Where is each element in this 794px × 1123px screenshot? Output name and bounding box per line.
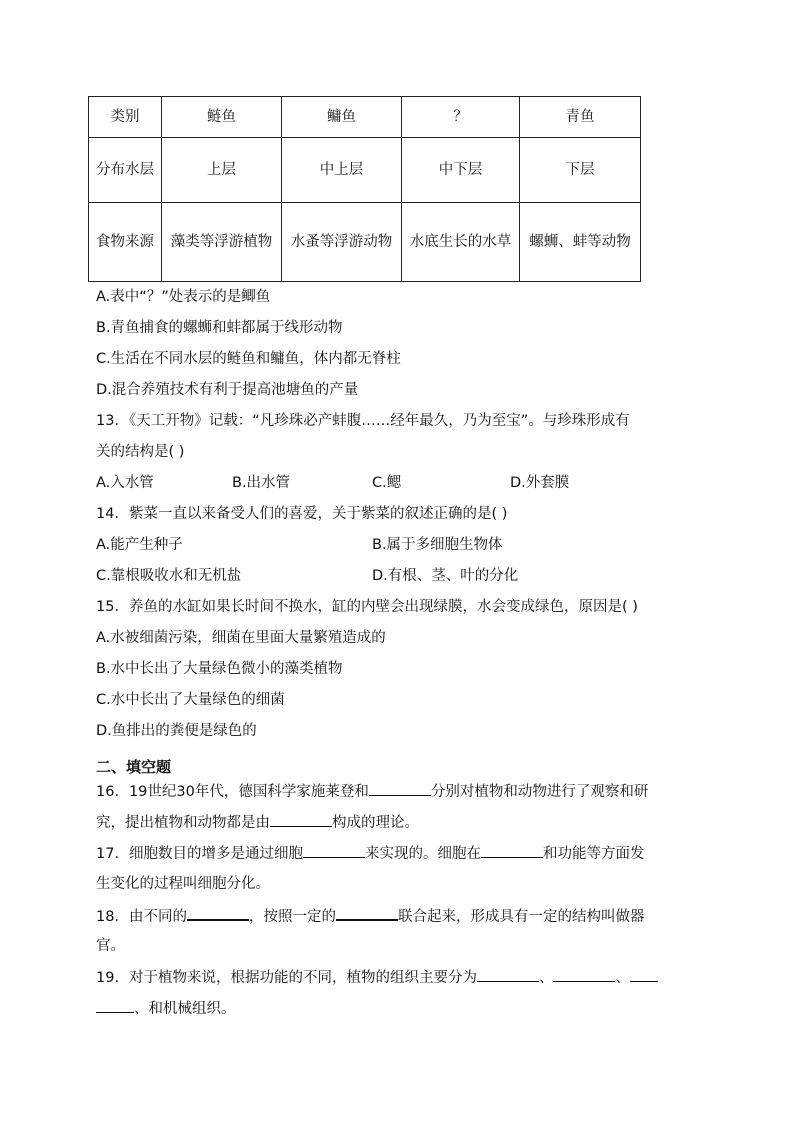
table-cell: 水蚤等浮游动物 bbox=[282, 203, 402, 282]
answer-blank[interactable] bbox=[630, 967, 658, 982]
q15-option-d: D.鱼排出的粪便是绿色的 bbox=[96, 723, 257, 739]
q18-text: 18．由不同的 bbox=[96, 909, 187, 925]
answer-blank[interactable] bbox=[187, 905, 249, 921]
q13-option-c: C.鳃 bbox=[372, 475, 402, 491]
q18-line2: 官。 bbox=[96, 938, 125, 954]
table-cell: 中上层 bbox=[282, 138, 402, 203]
answer-blank[interactable] bbox=[481, 843, 543, 858]
q13-options bbox=[96, 473, 696, 493]
q15-stem: 15．养鱼的水缸如果长时间不换水，缸的内壁会出现绿膜，水会变成绿色，原因是( ) bbox=[96, 599, 638, 615]
q15-option-b: B.水中长出了大量绿色微小的藻类植物 bbox=[96, 661, 343, 677]
q19-separator: 、 bbox=[538, 970, 554, 986]
q18-text: ，按照一定的 bbox=[248, 909, 336, 925]
q17-line1 bbox=[96, 843, 644, 864]
q12-option-a: A.表中“？”处表示的是鲫鱼 bbox=[96, 289, 271, 305]
q14-stem: 14．紫菜一直以来备受人们的喜爱，关于紫菜的叙述正确的是( ) bbox=[96, 506, 508, 522]
q19-text: 、和机械组织。 bbox=[134, 1001, 236, 1017]
table-row bbox=[89, 138, 641, 203]
q14-option-b: B.属于多细胞生物体 bbox=[372, 537, 503, 553]
q17-text: 来实现的。细胞在 bbox=[364, 846, 481, 862]
table-cell: 水底生长的水草 bbox=[402, 203, 520, 282]
q17-line2: 生变化的过程叫细胞分化。 bbox=[96, 876, 270, 892]
q19-separator: 、 bbox=[615, 970, 630, 986]
table-cell: 下层 bbox=[520, 138, 641, 203]
q12-option-b: B.青鱼捕食的螺蛳和蚌都属于线形动物 bbox=[96, 320, 343, 336]
answer-blank[interactable] bbox=[270, 812, 332, 827]
fish-table bbox=[88, 96, 641, 282]
table-cell: 中下层 bbox=[402, 138, 520, 203]
q13-option-b: B.出水管 bbox=[232, 475, 291, 491]
answer-blank[interactable] bbox=[336, 905, 398, 921]
answer-blank[interactable] bbox=[96, 998, 134, 1013]
table-cell: 上层 bbox=[162, 138, 282, 203]
answer-blank[interactable] bbox=[477, 967, 539, 982]
q19-text: 19．对于植物来说，根据功能的不同，植物的组织主要分为 bbox=[96, 970, 477, 986]
table-cell: 螺蛳、蚌等动物 bbox=[520, 203, 641, 282]
table-cell: 鲢鱼 bbox=[162, 97, 282, 138]
q14-option-c: C.靠根吸收水和无机盐 bbox=[96, 568, 242, 584]
section-title-fill-in: 二、填空题 bbox=[96, 758, 172, 776]
table-cell: 分布水层 bbox=[89, 138, 162, 203]
q16-line2 bbox=[96, 812, 419, 833]
table-row bbox=[89, 97, 641, 138]
q14-options-row2 bbox=[96, 566, 696, 586]
q14-option-d: D.有根、茎、叶的分化 bbox=[372, 568, 519, 584]
q13-option-d: D.外套膜 bbox=[510, 475, 570, 491]
q19-line2 bbox=[96, 998, 236, 1019]
q12-option-d: D.混合养殖技术有利于提高池塘鱼的产量 bbox=[96, 382, 359, 398]
q14-option-a: A.能产生种子 bbox=[96, 537, 183, 553]
table-cell: 鳙鱼 bbox=[282, 97, 402, 138]
answer-blank[interactable] bbox=[553, 967, 615, 982]
q18-line1 bbox=[96, 905, 644, 927]
q13-stem-line1: 13．《天工开物》记载：“凡珍珠必产蚌腹……经年最久，乃为至宝”。与珍珠形成有 bbox=[96, 413, 630, 429]
table-cell: 食物来源 bbox=[89, 203, 162, 282]
q14-options-row1 bbox=[96, 535, 696, 555]
q15-option-a: A.水被细菌污染，细菌在里面大量繁殖造成的 bbox=[96, 630, 386, 646]
table-cell: 藻类等浮游植物 bbox=[162, 203, 282, 282]
q16-line1 bbox=[96, 781, 648, 802]
q13-stem-line2: 关的结构是( ) bbox=[96, 444, 185, 460]
q16-text: 构成的理论。 bbox=[332, 815, 419, 831]
q17-text: 和功能等方面发 bbox=[542, 846, 645, 862]
q19-line1 bbox=[96, 967, 658, 988]
answer-blank[interactable] bbox=[369, 781, 431, 796]
table-cell: ？ bbox=[402, 97, 520, 138]
table-cell: 青鱼 bbox=[520, 97, 641, 138]
q16-text: 究，提出植物和动物都是由 bbox=[96, 815, 270, 831]
table-cell: 类别 bbox=[89, 97, 162, 138]
q17-text: 17．细胞数目的增多是通过细胞 bbox=[96, 846, 303, 862]
q15-option-c: C.水中长出了大量绿色的细菌 bbox=[96, 692, 285, 708]
q18-text: 联合起来，形成具有一定的结构叫做器 bbox=[397, 909, 645, 925]
q12-option-c: C.生活在不同水层的鲢鱼和鳙鱼，体内都无脊柱 bbox=[96, 351, 401, 367]
table-row bbox=[89, 203, 641, 282]
q16-text: 分别对植物和动物进行了观察和研 bbox=[430, 784, 649, 800]
q13-option-a: A.入水管 bbox=[96, 475, 154, 491]
answer-blank[interactable] bbox=[303, 843, 365, 858]
q16-text: 16．19世纪30年代，德国科学家施莱登和 bbox=[96, 784, 369, 800]
